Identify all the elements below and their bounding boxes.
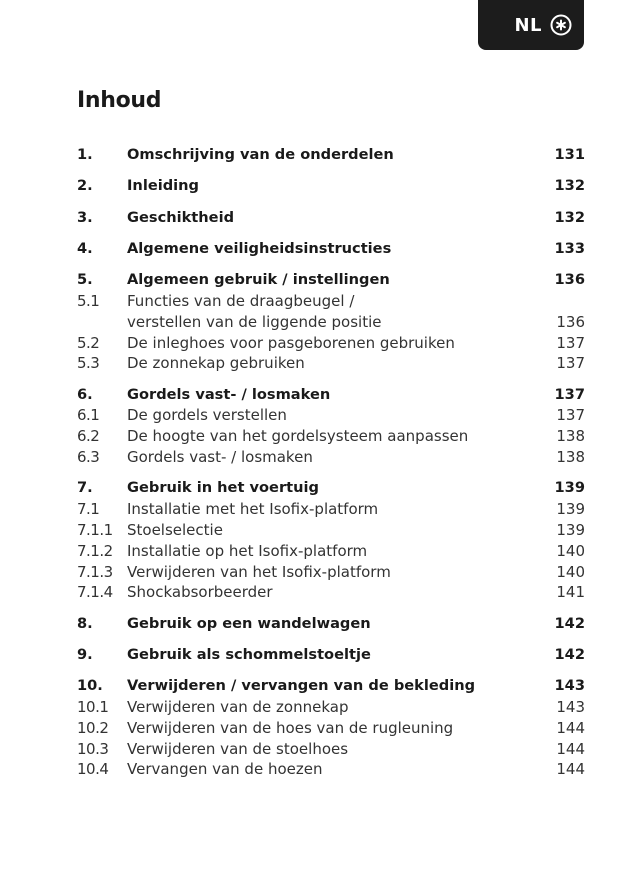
toc-entry-number: 9. <box>77 645 93 663</box>
toc-entry-number: 1. <box>77 146 93 163</box>
toc-subentry-title: Gordels vast- / losmaken <box>127 448 313 467</box>
toc-subentry-title-line: Functies van de draagbeugel / <box>127 291 355 310</box>
toc-subentry-title <box>127 291 535 333</box>
toc-entry-title: Verwijderen / vervangen van de bekleding <box>127 677 476 695</box>
page-title: Inhoud <box>77 88 162 113</box>
toc-subentry-page: 139 <box>556 500 585 519</box>
toc-subentry[interactable] <box>77 541 585 562</box>
toc-subentry-title: Verwijderen van de zonnekap <box>127 698 349 717</box>
toc-subentry-number: 7.1 <box>77 500 100 519</box>
toc-subentry[interactable] <box>77 333 585 354</box>
toc-subentry-number: 10.2 <box>77 718 109 737</box>
toc-subentry[interactable] <box>77 562 585 583</box>
toc-subentry-title: Vervangen van de hoezen <box>127 760 323 779</box>
toc-subentry-number: 5.1 <box>77 291 100 310</box>
toc-subentry[interactable] <box>77 520 585 541</box>
toc-section <box>77 239 585 260</box>
toc-subentry-number: 5.2 <box>77 333 100 352</box>
toc-subentry[interactable] <box>77 426 585 447</box>
toc-subentry-title: Verwijderen van de hoes van de rugleuning <box>127 718 454 737</box>
toc-subentry-page: 137 <box>556 406 585 425</box>
toc-entry[interactable] <box>77 478 585 499</box>
toc-entry-number: 7. <box>77 479 93 497</box>
toc-subentry-title: De inleghoes voor pasgeborenen gebruiken <box>127 333 455 352</box>
toc-subentry[interactable] <box>77 291 585 333</box>
toc-entry-number: 6. <box>77 385 93 403</box>
toc-subentry-page: 140 <box>556 541 585 560</box>
table-of-contents <box>77 145 585 791</box>
toc-subentry-page: 140 <box>556 562 585 581</box>
toc-entry[interactable] <box>77 239 585 260</box>
toc-subentry-page: 138 <box>556 427 585 446</box>
toc-subentry[interactable] <box>77 447 585 468</box>
toc-subentry[interactable] <box>77 353 585 374</box>
toc-entry-title: Algemene veiligheidsinstructies <box>127 239 392 257</box>
toc-section <box>77 614 585 635</box>
toc-entry-title: Geschiktheid <box>127 208 235 226</box>
toc-section <box>77 385 585 468</box>
toc-section <box>77 270 585 374</box>
toc-entry-title: Gordels vast- / losmaken <box>127 385 331 403</box>
toc-entry-number: 3. <box>77 208 93 226</box>
toc-section <box>77 645 585 666</box>
toc-entry-title: Gebruik als schommelstoeltje <box>127 645 371 663</box>
toc-section <box>77 478 585 603</box>
toc-subentry-title: De gordels verstellen <box>127 406 287 425</box>
toc-subentry[interactable] <box>77 499 585 520</box>
toc-entry-page: 137 <box>554 385 585 403</box>
toc-subentry-page: 139 <box>556 520 585 539</box>
toc-subentry-title: De hoogte van het gordelsysteem aanpassen <box>127 427 469 446</box>
toc-entry[interactable] <box>77 385 585 406</box>
toc-subentry-page: 136 <box>556 312 585 331</box>
toc-subentry-number: 6.2 <box>77 427 100 446</box>
toc-subentry-title: De zonnekap gebruiken <box>127 354 305 373</box>
toc-subentry-number: 5.3 <box>77 354 100 373</box>
toc-entry[interactable] <box>77 176 585 197</box>
toc-subentry-page: 144 <box>556 760 585 779</box>
toc-entry-page: 131 <box>554 146 585 163</box>
toc-entry[interactable] <box>77 614 585 635</box>
toc-subentry-page: 138 <box>556 448 585 467</box>
toc-entry-page: 142 <box>554 645 585 663</box>
language-code: NL <box>514 14 542 36</box>
toc-subentry[interactable] <box>77 405 585 426</box>
toc-subentry-title: Verwijderen van de stoelhoes <box>127 739 349 758</box>
language-tab <box>478 0 584 50</box>
toc-subentry-number: 6.3 <box>77 448 100 467</box>
toc-subentry[interactable] <box>77 759 585 780</box>
toc-entry-number: 5. <box>77 271 93 289</box>
toc-subentry-title: Installatie met het Isofix-platform <box>127 500 379 519</box>
toc-subentry-page: 137 <box>556 333 585 352</box>
toc-entry-title: Omschrijving van de onderdelen <box>127 146 394 163</box>
toc-section <box>77 208 585 229</box>
toc-subentry-number: 7.1.3 <box>77 562 113 581</box>
toc-entry[interactable] <box>77 208 585 229</box>
toc-entry-page: 143 <box>554 677 585 695</box>
toc-subentry-number: 6.1 <box>77 406 100 425</box>
toc-subentry-title-line: verstellen van de liggende positie <box>127 312 382 331</box>
toc-subentry-page: 144 <box>556 739 585 758</box>
toc-subentry-title: Verwijderen van het Isofix-platform <box>127 562 391 581</box>
toc-subentry-title: Installatie op het Isofix-platform <box>127 541 368 560</box>
toc-subentry-page: 144 <box>556 718 585 737</box>
toc-subentry-title: Stoelselectie <box>127 520 223 539</box>
toc-subentry-page: 137 <box>556 354 585 373</box>
toc-entry-page: 142 <box>554 614 585 632</box>
toc-section <box>77 145 585 166</box>
toc-entry[interactable] <box>77 676 585 697</box>
toc-subentry[interactable] <box>77 739 585 760</box>
toc-entry-number: 10. <box>77 677 103 695</box>
toc-entry-number: 8. <box>77 614 93 632</box>
toc-entry-page: 132 <box>554 208 585 226</box>
toc-subentry-title: Shockabsorbeerder <box>127 583 273 602</box>
toc-entry-title: Inleiding <box>127 177 200 195</box>
toc-section <box>77 676 585 780</box>
toc-entry-title: Gebruik op een wandelwagen <box>127 614 371 632</box>
toc-subentry[interactable] <box>77 697 585 718</box>
toc-subentry-number: 10.3 <box>77 739 109 758</box>
toc-subentry-number: 7.1.4 <box>77 583 113 602</box>
toc-entry-page: 139 <box>554 479 585 497</box>
toc-entry-page: 136 <box>554 271 585 289</box>
toc-section <box>77 176 585 197</box>
toc-subentry[interactable] <box>77 582 585 603</box>
toc-subentry-number: 7.1.1 <box>77 520 113 539</box>
toc-subentry-number: 10.4 <box>77 760 109 779</box>
toc-subentry-number: 7.1.2 <box>77 541 113 560</box>
toc-subentry-number: 10.1 <box>77 698 109 717</box>
star-circle-icon <box>550 14 572 36</box>
toc-entry-title: Algemeen gebruik / instellingen <box>127 271 390 289</box>
toc-entry-number: 4. <box>77 239 93 257</box>
toc-entry-page: 132 <box>554 177 585 195</box>
toc-entry-page: 133 <box>554 239 585 257</box>
toc-subentry-page: 143 <box>556 698 585 717</box>
toc-entry[interactable] <box>77 145 585 166</box>
toc-subentry[interactable] <box>77 718 585 739</box>
toc-entry-title: Gebruik in het voertuig <box>127 479 319 497</box>
toc-entry[interactable] <box>77 270 585 291</box>
toc-entry-number: 2. <box>77 177 93 195</box>
toc-entry[interactable] <box>77 645 585 666</box>
toc-subentry-page: 141 <box>556 583 585 602</box>
